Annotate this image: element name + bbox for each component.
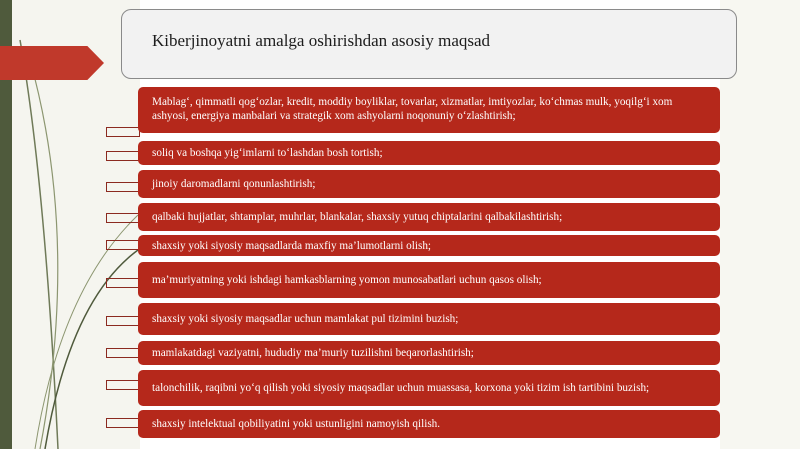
connector <box>106 182 140 192</box>
list-item: ma’muriyatning yoki ishdagi hamkasblarning yomon munosabatlari uchun qasos olish; <box>138 262 720 298</box>
connector <box>106 240 140 250</box>
arrow-shape <box>0 46 104 80</box>
list-item: shaxsiy intelektual qobiliyatini yoki ustunligini namoyish qilish. <box>138 410 720 438</box>
list-item: mamlakatdagi vaziyatni, hududiy ma’muriy tuzilishni beqarorlashtirish; <box>138 341 720 365</box>
list-item: talonchilik, raqibni yo‘q qilish yoki siyosiy maqsadlar uchun muassasa, korxona yoki tizim ish tartibini buzish; <box>138 370 720 406</box>
list-item: Mablag‘, qimmatli qog‘ozlar, kredit, moddiy boyliklar, tovarlar, xizmatlar, imtiyozlar, ko‘chmas mulk, yoqilg‘i xom ashyosi, energiya manbalari va strategik xom ashyolarni noqonuniy o‘zlashtirish; <box>138 87 720 133</box>
connector <box>106 316 140 326</box>
list-item: soliq va boshqa yig‘imlarni to‘lashdan bosh tortish; <box>138 141 720 165</box>
connector <box>106 278 140 288</box>
title-box <box>121 9 737 79</box>
connector <box>106 418 140 428</box>
list-item: shaxsiy yoki siyosiy maqsadlarda maxfiy ma’lumotlarni olish; <box>138 235 720 256</box>
list-item: qalbaki hujjatlar, shtamplar, muhrlar, blankalar, shaxsiy yutuq chiptalarini qalbakilashtirish; <box>138 203 720 231</box>
connector <box>106 380 140 390</box>
connector <box>106 213 140 223</box>
list-item: jinoiy daromadlarni qonunlashtirish; <box>138 170 720 198</box>
connector <box>106 127 140 137</box>
slide-title: Kiberjinoyatni amalga oshirishdan asosiy maqsad <box>152 31 491 50</box>
connector <box>106 151 140 161</box>
connector <box>106 348 140 358</box>
list-item: shaxsiy yoki siyosiy maqsadlar uchun mamlakat pul tizimini buzish; <box>138 303 720 335</box>
